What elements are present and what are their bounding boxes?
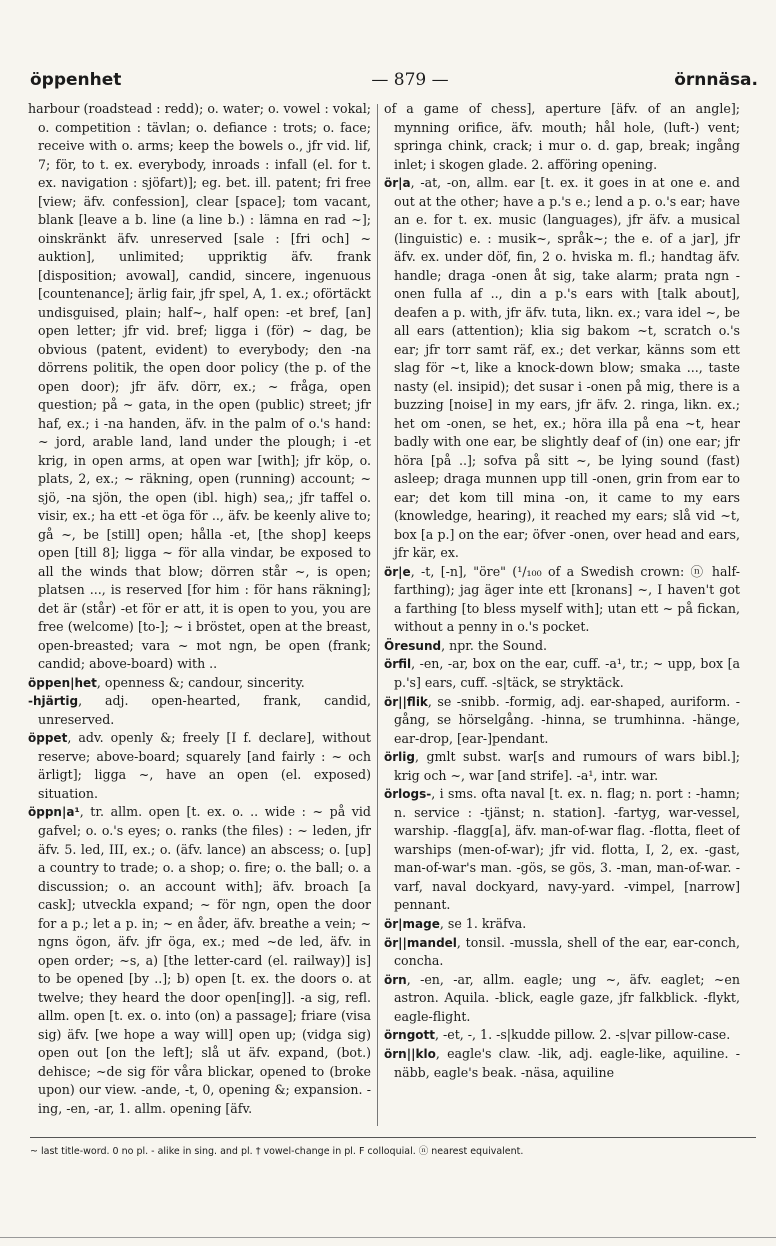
dictionary-entry: harbour (roadstead : redd); o. water; o. vowel : vokal; o. competition : tävlan; o. defiance : trots; o. face; receive with o. arms; keep the bowels o., jfr vid. lif, 7; för, to t. ex. everybody, inroads : infall (el. for t. ex. navigation : sjöfart)]; eg. bet. ill. patent; fri free [view; äfv. confession], clear [space]; tom vacant, blank [leave a b. line (a line b.) : lämna en rad ~]; oinskränkt äfv. unreserved [sale : [fri och] ~ auktion], unlimited; uppriktig äfv. frank [disposition; avowal], candid, sincere, ingenuous [countenance]; ärlig fair, jfr spel, A, 1. ex.; oförtäckt undisguised, plain; half~, half open: -et bref, [an] open letter; jfr vid. bref; ligga i (för) ~ dag, be obvious (patent, evident) to everybody; den -na dörrens politik, the open door policy (the p. of the open door); jfr äfv. dörr, ex.; ~ fråga, open question; på ~ gata, in the open (public) street; jfr haf, ex.; i -na handen, äfv. in the palm of o.'s hand: ~ jord, arable land, land under the plough; i -et krig, in open arms, at open war [with]; jfr köp, o. plats, 2, ex.; ~ räkning, open (running) account; ~ sjö, -na sjön, the open (ibl. high) sea,; jfr taffel o. visir, ex.; ha ett -et öga för .., äfv. be keenly alive to; gå ~, be [still] open; hålla -et, [the shop] keeps open [till 8]; ligga ~ för alla vindar, be exposed to all the winds that blow; dörren står ~, is open; platsen ..., is reserved [for him : för hans räkning]; det är (står) -et för er att, it is open to you, you are free (welcome) [to-]; ~ i bröstet, open at the breast, open-breasted; vara ~ mot ngn, be open (frank; candid; above-board) with ..: [28, 101, 371, 671]
dictionary-entry: örn, -en, -ar, allm. eagle; ung ~, äfv. eaglet; ~en astron. Aquila. -blick, eagle gaze, jfr falkblick. -flykt, eagle-flight.: [384, 971, 740, 1024]
entry-headword: ör|e: [384, 564, 411, 579]
entry-headword: ör||mandel: [384, 935, 457, 950]
entry-headword: Öresund: [384, 638, 442, 653]
dictionary-entry: öppet, adv. openly &; freely [I f. declare], without reserve; above-board; squarely [and fairly : ~ och ärligt]; ligga ~, have an open (el. exposed) situation.: [28, 730, 371, 801]
dictionary-entry: öppen|het, openness &; candour, sincerity.: [28, 674, 305, 690]
dictionary-entry: -hjärtig, adj. open-hearted, frank, candid, unreserved.: [28, 693, 371, 727]
entry-headword: -hjärtig: [28, 694, 79, 709]
entry-headword: ör|a: [384, 176, 411, 190]
dictionary-entry: örngott, -et, -, 1. -s|kudde pillow. 2. -s|var pillow-case.: [384, 1027, 731, 1043]
footer-rule: [30, 1137, 756, 1138]
entry-headword: öppen|het: [28, 675, 97, 690]
column-divider: [377, 104, 378, 1126]
dictionary-entry: ör|mage, se 1. kräfva.: [384, 915, 527, 931]
dictionary-entry: öppn|a¹, tr. allm. open [t. ex. o. .. wide : ~ på vid gafvel; o. o.'s eyes; o. ranks (the files) : ~ leden, jfr äfv. 5. led, III, ex.; o. (äfv. lance) an abscess; o. [up] a country to trade; o. a shop; o. fire; o. the ball; o. a discussion; o. an account with]; äfv. broach [a cask]; utveckla expand; ~ för ngn, open the door for a p.; let a p. in; ~ en åder, äfv. breathe a vein; ~ ngns ögon, äfv. jfr öga, ex.; med ~de led, äfv. in open order; ~s, a) [the letter-card (el. railway)] is] to be opened [by ..]; b) open [t. ex. the doors o. at twelve; they heard the door open[ing]]. -a sig, refl. allm. open [t. ex. o. into (on) a passage]; friare (visa sig) äfv. [we hope a way will] open up; (vidga sig) open out [on the left]; slå ut äfv. expand, (bot.) dehisce; ~de sig för våra blickar, opened to (broke upon) our view. -ande, -t, 0, opening &; expansion. -ing, -en, -ar, 1. allm. opening [äfv.: [28, 804, 371, 1116]
dictionary-entry: ör|a, -at, -on, allm. ear [t. ex. it goes in at one e. and out at the other; have a p.'s e.; lend a p. o.'s ear; have an e. for t. ex. music (languages), jfr äfv. a musical (linguistic) e. : musik~, språk~; the e. of a jar], jfr äfv. ex. under döf, fin, 2 o. hviska m. fl.; handtag äfv. handle; draga -onen åt sig, take alarm; prata ngn -onen fulla af .., din a p.'s ears with [talk about], deafen a p. with, jfr äfv. tuta, likn. ex.; vara idel ~, be all ears (attention); klia sig bakom ~t, scratch o.'s ear; jfr torr samt räf, ex.; det verkar, känns som ett slag för ~t, like a knock-down blow; smaka ..., taste nasty (el. insipid); det susar i -onen på mig, there is a buzzing [noise] in my ears, jfr äfv. 2. ringa, likn. ex.; het om -onen, se het, ex.; höra illa på ena ~t, hear badly with one ear, be slightly deaf of (in) one ear; jfr höra [på ..]; sofva på sitt ~, be lying sound (fast) asleep; draga munnen upp till -onen, grin from ear to ear; det kom till mina -on, it came to my ears (knowledge, hearing), it reached my ears; slå vid ~t, box [a p.] on the ear; öfver -onen, over head and ears, jfr kär, ex.: [384, 175, 740, 561]
entry-headword: ör|mage: [384, 916, 440, 931]
dictionary-entry: örfil, -en, -ar, box on the ear, cuff. -a¹, tr.; ~ upp, box [a p.'s] ears, cuff. -s|täck, se stryktäck.: [384, 656, 740, 690]
header-guide-word-left: öppenhet: [30, 70, 122, 90]
entry-headword: örlig: [384, 750, 415, 765]
bottom-rule: [0, 1237, 776, 1238]
dictionary-entry: ör||mandel, tonsil. -mussla, shell of the ear, ear-conch, concha.: [384, 934, 740, 969]
dictionary-entry: Öresund, npr. the Sound.: [384, 637, 548, 653]
dictionary-entry: örlogs-, i sms. ofta naval [t. ex. n. flag; n. port : -hamn; n. service : -tjänst; n. station]. -fartyg, war-vessel, warship. -flagg[a], äfv. man-of-war flag. -flotta, fleet of warships (men-of-war); jfr vid. flotta, I, 2, ex. -gast, man-of-war's man. -gös, se gös, 3. -man, man-of-war. -varf, naval dockyard, navy-yard. -vimpel, [narrow] pennant.: [384, 786, 740, 913]
page-header: [30, 70, 758, 94]
header-guide-word-right: örnnäsa.: [674, 70, 758, 90]
entry-headword: örlogs-: [384, 787, 432, 802]
footer-legend: ~ last title-word. 0 no pl. - alike in sing. and pl. † vowel-change in pl. F colloquial. ⓝ nearest equivalent.: [30, 1146, 524, 1157]
entry-headword: örfil: [384, 657, 412, 672]
entry-headword: öppn|a¹: [28, 805, 80, 820]
entry-headword: örn: [384, 972, 407, 987]
dictionary-entry: ör|e, -t, [-n], "öre" (¹/₁₀₀ of a Swedish crown: ⓝ half-farthing); jag äger inte ett [kronans] ~, I haven't got a farthing [to bless myself with]; utan ett ~ på fickan, without a penny in o.'s pocket.: [384, 563, 740, 635]
dictionary-entry: örn||klo, eagle's claw. -lik, adj. eagle-like, aquiline. -näbb, eagle's beak. -näsa, aquiline: [384, 1045, 740, 1080]
page-number: — 879 —: [371, 70, 449, 90]
dictionary-entry: örlig, gmlt subst. war[s and rumours of wars bibl.]; krig och ~, war [and strife]. -a¹, intr. war.: [384, 749, 740, 783]
dictionary-entry: of a game of chess], aperture [äfv. of an angle]; mynning orifice, äfv. mouth; hål hole, (luft-) vent; springa chink, crack; i mur o. d. gap, break; ingång inlet; i skogen glade. 2. afföring opening.: [384, 101, 740, 172]
entry-headword: örngott: [384, 1028, 436, 1043]
right-column: [384, 100, 740, 1130]
entry-headword: öppet: [28, 731, 68, 746]
left-column: [28, 100, 371, 1130]
entry-headword: örn||klo: [384, 1046, 436, 1061]
entry-headword: ör||flik: [384, 694, 428, 709]
dictionary-entry: ör||flik, se -snibb. -formig, adj. ear-shaped, auriform. -gång, se hörselgång. -hinna, se trumhinna. -hänge, ear-drop, [ear-]pendant.: [384, 693, 740, 746]
